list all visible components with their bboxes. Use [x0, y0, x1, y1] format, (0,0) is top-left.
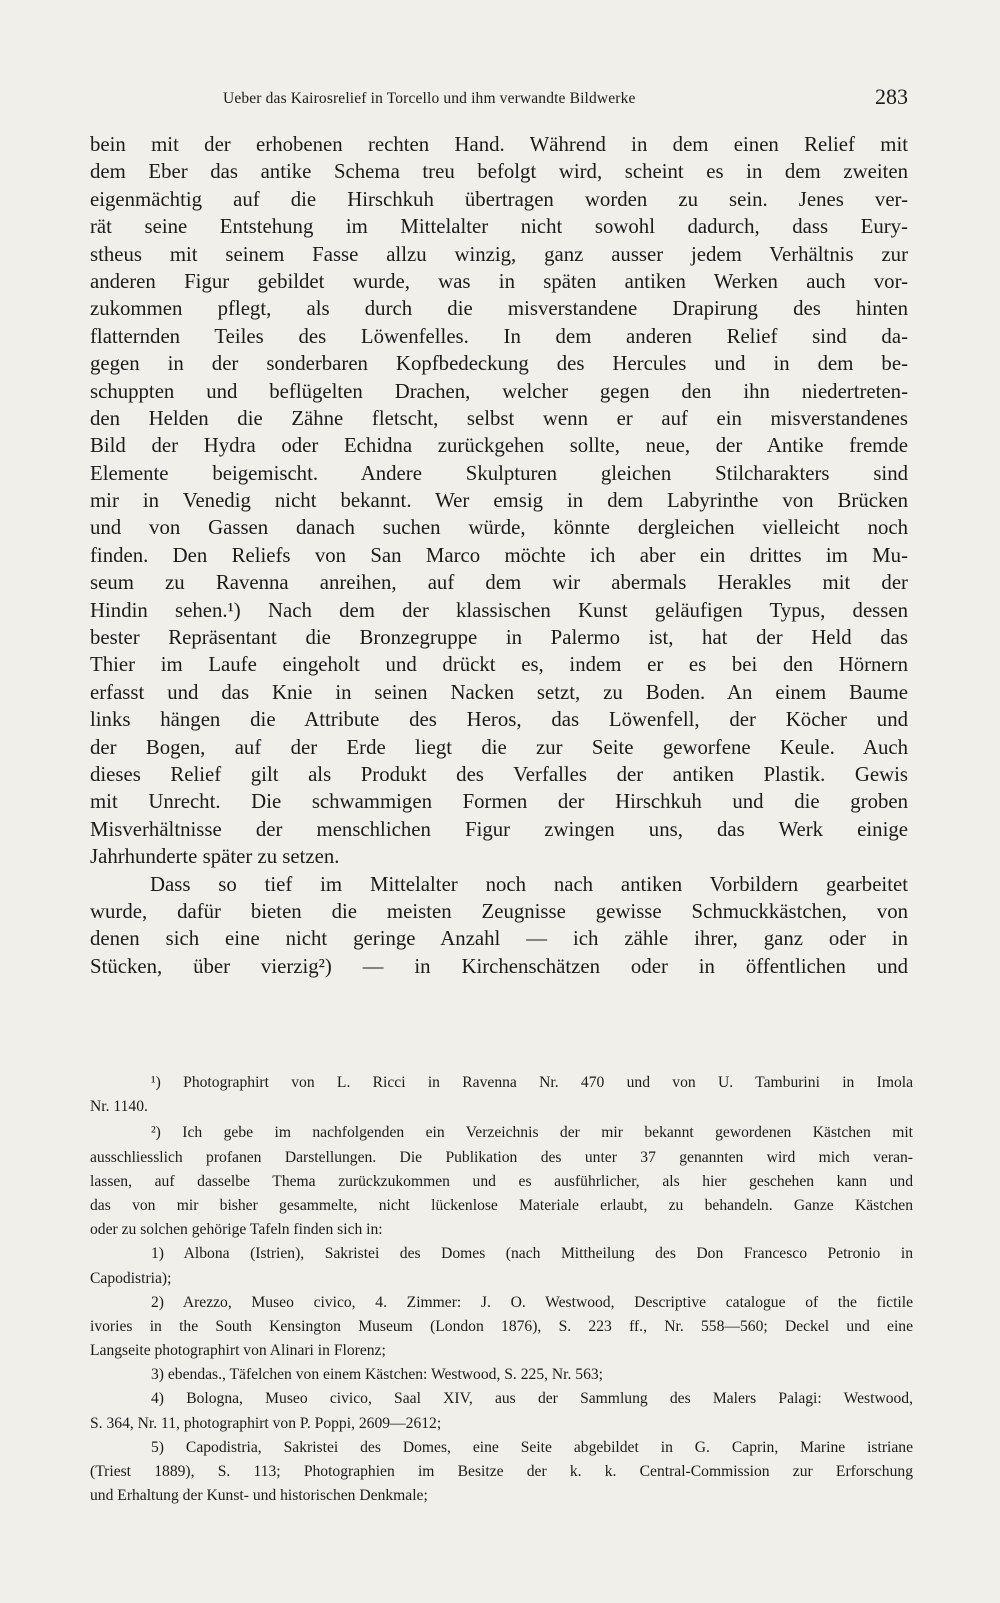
- page-number: 283: [875, 84, 908, 109]
- footnote-1-line: Nr. 1140.: [90, 1098, 148, 1116]
- text-line: der Bogen, auf der Erde liegt die zur Seite geworfene Keule. Auch: [90, 735, 908, 759]
- text-line: wurde, dafür bieten die meisten Zeugnisse gewisse Schmuckkästchen, von: [90, 899, 908, 923]
- list-entry-line: 1) Albona (Istrien), Sakristei des Domes (nach Mittheilung des Don Francesco Petronio in: [151, 1245, 913, 1263]
- footnote-2-line: oder zu solchen gehörige Tafeln finden sich in:: [90, 1221, 383, 1239]
- text-line: Stücken, über vierzig²) — in Kirchenschätzen oder in öffentlichen und: [90, 954, 908, 978]
- list-entry-line: und Erhaltung der Kunst- und historischen Denkmale;: [90, 1487, 428, 1505]
- text-line: erfasst und das Knie in seinen Nacken setzt, zu Boden. An einem Baume: [90, 680, 908, 704]
- list-entry-line: 2) Arezzo, Museo civico, 4. Zimmer: J. O. Westwood, Descriptive catalogue of the fictile: [151, 1293, 913, 1311]
- list-entry-line: 4) Bologna, Museo civico, Saal XIV, aus der Sammlung des Malers Palagi: Westwood,: [151, 1390, 913, 1408]
- footnotes: [90, 1071, 913, 1508]
- paragraph-start-line: Dass so tief im Mittelalter noch nach antiken Vorbildern gearbeitet: [150, 872, 908, 896]
- text-line: schuppten und beflügelten Drachen, welcher gegen den ihn niedertreten-: [90, 379, 908, 403]
- running-head: [90, 84, 912, 114]
- footnote-2-line: das von mir bisher gesammelte, nicht lückenlose Materiale erlaubt, zu behandeln. Ganze Kästchen: [90, 1196, 913, 1214]
- text-line: Thier im Laufe eingeholt und drückt es, indem er es bei den Hörnern: [90, 653, 908, 677]
- footnote-2-line: lassen, auf dasselbe Thema zurückzukommen und es ausführlicher, als hier geschehen kann und: [90, 1172, 913, 1190]
- text-line: zukommen pflegt, als durch die misverstandene Drapirung des hinten: [90, 297, 908, 321]
- text-line: links hängen die Attribute des Heros, das Löwenfell, der Köcher und: [90, 708, 908, 732]
- text-line: mit Unrecht. Die schwammigen Formen der Hirschkuh und die groben: [90, 790, 908, 814]
- text-line: rät seine Entstehung im Mittelalter nicht sowohl dadurch, dass Eury-: [90, 215, 908, 239]
- running-title: Ueber das Kairosrelief in Torcello und ihm verwandte Bildwerke: [223, 90, 636, 107]
- text-line: finden. Den Reliefs von San Marco möchte ich aber ein drittes im Mu-: [90, 543, 908, 567]
- list-entry-line: (Triest 1889), S. 113; Photographien im Besitze der k. k. Central-Commission zur Erforschung: [90, 1463, 913, 1480]
- footnote-2-line: ausschliesslich profanen Darstellungen. Die Publikation des unter 37 genannten wird mich veran-: [90, 1148, 913, 1166]
- text-line: Misverhältnisse der menschlichen Figur zwingen uns, das Werk einige: [90, 817, 908, 841]
- text-line: anderen Figur gebildet wurde, was in späten antiken Werken auch vor-: [90, 269, 908, 293]
- list-entry-line: 5) Capodistria, Sakristei des Domes, eine Seite abgebildet in G. Caprin, Marine istriane: [151, 1438, 913, 1456]
- text-line: bein mit der erhobenen rechten Hand. Während in dem einen Relief mit: [90, 133, 908, 156]
- text-line: denen sich eine nicht geringe Anzahl — ich zähle ihrer, ganz oder in: [90, 927, 908, 951]
- text-line: dieses Relief gilt als Produkt des Verfalles der antiken Plastik. Gewis: [90, 762, 908, 786]
- footnote-2-line: ²) Ich gebe im nachfolgenden ein Verzeichnis der mir bekannt gewordenen Kästchen mit: [151, 1124, 913, 1142]
- text-line: bester Repräsentant die Bronzegruppe in Palermo ist, hat der Held das: [90, 626, 908, 650]
- paragraph-end-line: Jahrhunderte später zu setzen.: [90, 845, 340, 869]
- text-line: Bild der Hydra oder Echidna zurückgehen sollte, neue, der Antike fremde: [90, 434, 908, 458]
- list-entry-line: Langseite photographirt von Alinari in Florenz;: [90, 1342, 386, 1360]
- footnote-1-line: ¹) Photographirt von L. Ricci in Ravenna Nr. 470 und von U. Tamburini in Imola: [151, 1074, 913, 1091]
- list-entry-line: ivories in the South Kensington Museum (London 1876), S. 223 ff., Nr. 558—560; Deckel und eine: [90, 1317, 913, 1335]
- text-line: eigenmächtig auf die Hirschkuh übertragen worden zu sein. Jenes ver-: [90, 187, 908, 211]
- text-line: Elemente beigemischt. Andere Skulpturen gleichen Stilcharakters sind: [90, 461, 908, 485]
- list-entry-line: 3) ebendas., Täfelchen von einem Kästchen: Westwood, S. 225, Nr. 563;: [151, 1366, 604, 1384]
- text-line: Hindin sehen.¹) Nach dem der klassischen Kunst geläufigen Typus, dessen: [90, 598, 908, 622]
- text-line: flatternden Teiles des Löwenfelles. In dem anderen Relief sind da-: [90, 324, 908, 348]
- list-entry-line: Capodistria);: [90, 1269, 172, 1287]
- text-line: seum zu Ravenna anreihen, auf dem wir abermals Herakles mit der: [90, 571, 908, 595]
- body-text: [90, 131, 908, 980]
- text-line: gegen in der sonderbaren Kopfbedeckung des Hercules und in dem be-: [90, 352, 908, 376]
- text-line: und von Gassen danach suchen würde, könnte dergleichen vielleicht noch: [90, 516, 908, 540]
- text-line: stheus mit seinem Fasse allzu winzig, ganz ausser jedem Verhältnis zur: [90, 242, 908, 266]
- text-line: mir in Venedig nicht bekannt. Wer emsig in dem Labyrinthe von Brücken: [90, 489, 908, 513]
- text-line: den Helden die Zähne fletscht, selbst wenn er auf ein misverstandenes: [90, 406, 908, 430]
- list-entry-line: S. 364, Nr. 11, photographirt von P. Poppi, 2609—2612;: [90, 1414, 442, 1432]
- text-line: dem Eber das antike Schema treu befolgt wird, scheint es in dem zweiten: [90, 160, 908, 184]
